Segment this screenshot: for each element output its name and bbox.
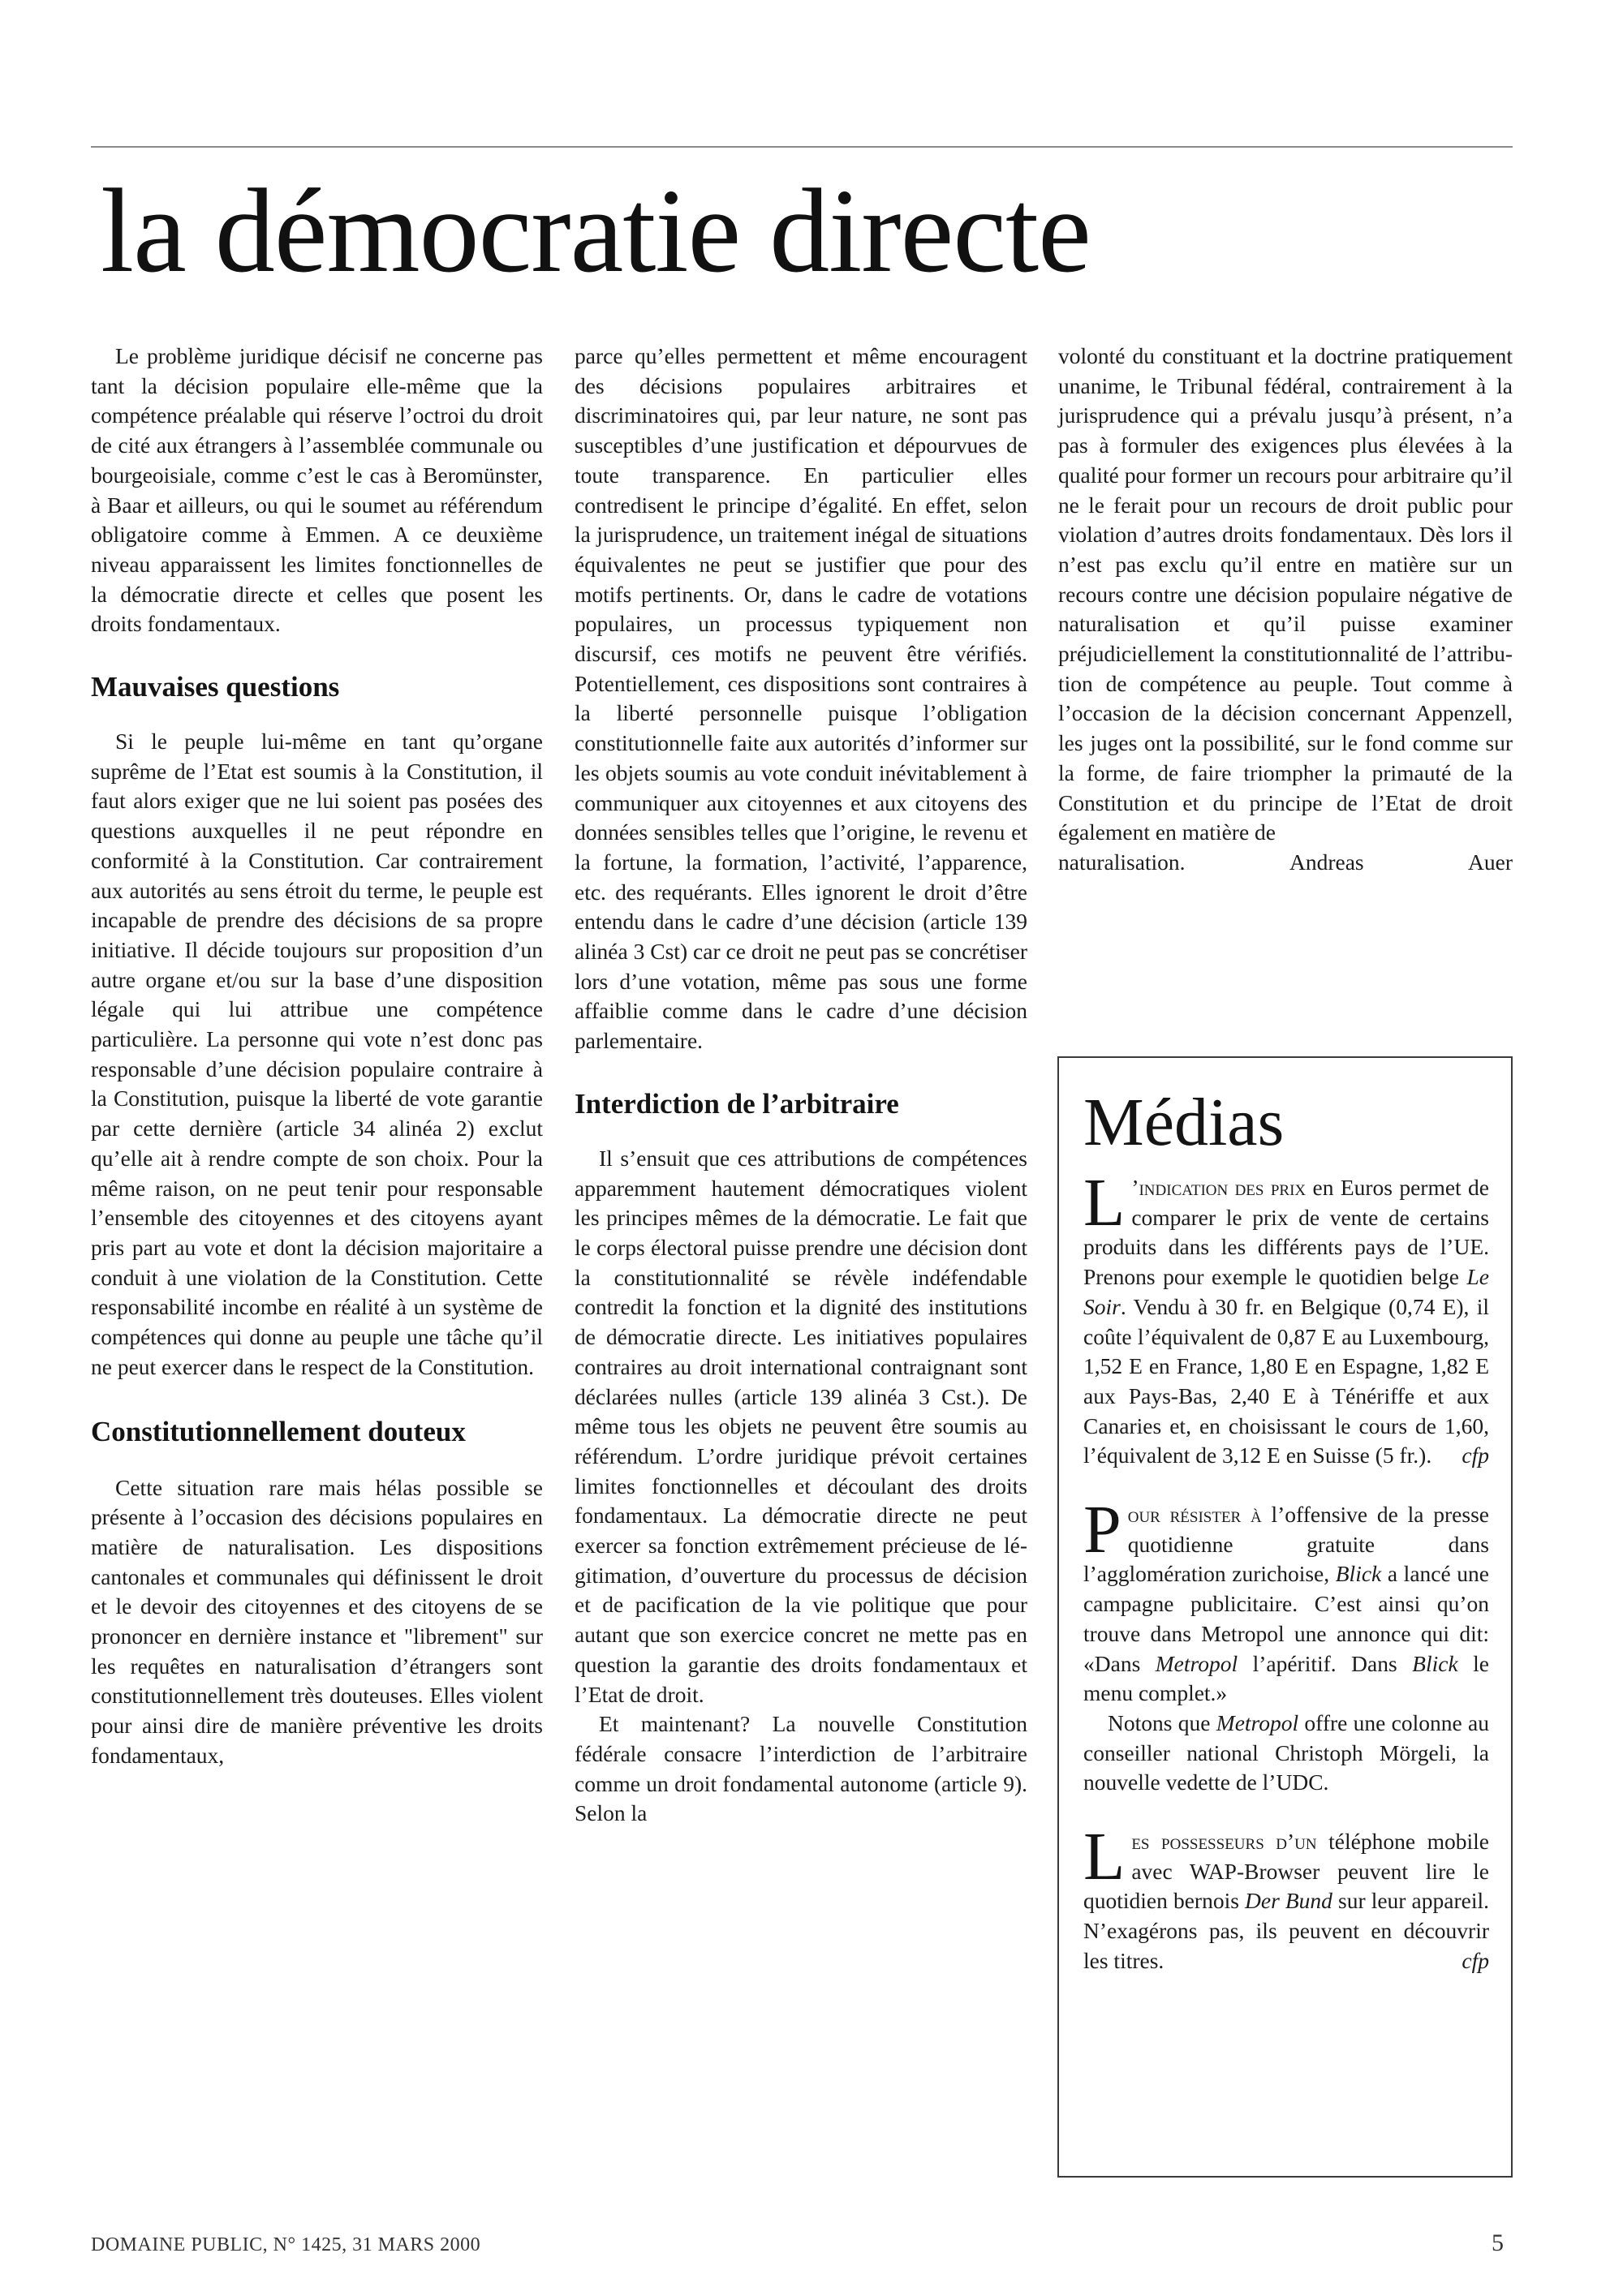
item-text: a lancé une campagne publicitaire. C’est ainsi qu’on trouve dans Metropol une annonce qui dit: «Dans [1083,1561,1489,1676]
media-item [1083,1165,1489,1471]
item-text: . Vendu à 30 fr. en Belgique (0,74 E), il coûte l’équivalent de 0,87 E au Luxembourg, 1,52 E en France, 1,80 E en Espagne, 1,82 E aux Pays-Bas, 2,40 E à Ténériffe et aux Canaries et, en choisissant le cours de 1,60, l’équivalent de 3,12 E en Suisse (5 fr.). [1083,1293,1489,1468]
publication-name: Blick [1412,1650,1458,1676]
item-text: offre une colonne au conseiller national Christoph Mörgeli, la nouvelle vedette de l’UDC. [1083,1709,1489,1795]
author-name: Andreas Auer [1289,849,1513,875]
page-number: 5 [1492,2229,1504,2256]
publication-name: Der Bund [1245,1888,1332,1914]
medias-sidebar-box [1057,1056,1513,2178]
medias-title: Médias [1083,1085,1285,1160]
lead-in: our résister à [1127,1502,1262,1528]
item-text: sur leur appareil. N’exagérons pas, ils peuvent en découvrir les titres. [1083,1888,1489,1973]
paragraph: parce qu’elles permettent et même encouragent des décisions populaires arbitraires et discriminatoires qui, par leur nature, ne sont pas susceptibles d’une justification et dépourvues de toute transparence. En particulier elles contredisent le principe d’égalité. En effet, selon la jurisprudence, un traitement inégal de situations équivalentes ne peut se justifier que pour des motifs pertinents. Or, dans le cadre de votations populaires, un processus typiquement non discursif, ces motifs ne peuvent être vérifiés. Potentiellement, ces dispositions sont contraires à la liberté personnelle puisque l’obligation constitutionnelle faite aux autorités d’informer sur les objets soumis au vote conduit inévitablement à communiquer aux citoyennes et aux citoyens des données sensibles telles que l’origine, le revenu et la fortune, la formation, l’activité, l’apparence, etc. des requérants. Elles ignorent le droit d’être entendu dans le cadre d’une décision (article 139 alinéa 3 Cst) car ce droit ne peut pas se concrétiser lors d’une votation, même pas sous une forme affaiblie comme dans le cadre d’une décision parlementaire. [575,343,1027,1054]
publication-name: Blick [1335,1561,1382,1587]
media-item [1083,1819,1489,1976]
paragraph: volonté du constituant et la doctrine pratiquement unanime, le Tribunal fédéral, contrairement à la jurisprudence qui a prévalu jusqu’à présent, n’a pas à formuler des exigences plus élevées à la qualité pour former un recours pour arbitraire qu’il ne le ferait pour un recours de droit public pour violation d’autres droits fondamentaux. Dès lors il n’est pas exclu qu’il entre en matière sur un recours contre une décision populaire négative de naturalisation et qu’il puisse examiner préjudiciellement la constitutionnalité de l’attribution de compétence au peuple. Tout comme à l’occasion de la décision concernant Appenzell, les juges ont la possibilité, sur le fond comme sur la forme, de faire triompher la primauté de la Constitution et du principe de l’Etat de droit également en matière de [1058,343,1513,845]
headline: la démocratie directe [101,165,1091,298]
item-text: en Euros permet de comparer le prix de vente de certains produits dans les différents pays de l’UE. Prenons pour exemple le quotidien belge [1083,1175,1489,1290]
publication-name: Metropol [1155,1650,1238,1676]
media-item [1083,1492,1489,1798]
paragraph: Le problème juridique décisif ne concerne pas tant la décision populaire elle-même que la compétence préalable qui réserve l’octroi du droit de cité aux étrangers à l’assemblée communale ou bourgeoisiale, comme c’est le cas à Beromünster, à Baar et ailleurs, ou qui le soumet au référendum obligatoire comme à Emmen. A ce deuxième niveau apparaissent les limites fonctionnelles de la démocratie directe et celles que posent les droits fondamentaux. [91,343,543,637]
lead-in: ’indication des prix [1131,1175,1307,1200]
article-column-2 [575,342,1027,1829]
publication-name: Metropol [1216,1709,1299,1735]
paragraph: Il s’ensuit que ces attributions de compétences apparemment hautement démocratiques violent les principes mêmes de la démocratie. Le fait que le corps électoral puisse prendre une décision dont la constitutionnalité se révèle indéfendable contredit la fonction et la dignité des institutions de démocratie directe. Les initiatives populaires contraires au droit international contraignant sont déclarées nulles (article 139 alinéa 3 Cst.). De même tous les objets ne peuvent être soumis au référendum. L’ordre juridique prévoit certaines limites fonctionnelles et découlant des droits fondamentaux. La démocratie directe ne peut exercer sa fonction extrêmement précieuse de légitimation, d’ouverture du processus de décision et de pacification de la vie politique que pour autant que son exercice concret ne mette pas en question la garantie des droits fondamentaux et l’Etat de droit. [575,1145,1027,1707]
drop-cap: L [1083,1165,1126,1240]
section-heading: Constitutionnellement douteux [91,1415,466,1447]
credit: cfp [1462,1443,1489,1468]
item-text: l’apéritif. Dans [1238,1650,1413,1676]
footer-publication: DOMAINE PUBLIC, N° 1425, 31 MARS 2000 [91,2234,481,2255]
article-column-1 [91,342,543,1771]
lead-in: es possesseurs d’un [1131,1829,1317,1855]
item-text: l’offensive de la presse quotidienne gratuite dans l’agglomération zurichoise, [1083,1502,1489,1587]
paragraph: Et maintenant? La nouvelle Constitution fédérale consacre l’interdiction de l’arbitraire comme un droit fondamental autonome (article 9). Selon la [575,1711,1027,1826]
section-heading: Mauvaises questions [91,671,340,703]
item-text: téléphone mobile avec WAP-Browser peuvent lire le quotidien bernois [1083,1829,1489,1914]
closing-word: naturalisation. [1058,849,1186,875]
section-heading: Interdiction de l’arbitraire [575,1087,899,1120]
paragraph: Si le peuple lui-même en tant qu’organe suprême de l’Etat est soumis à la Constitution, il faut alors exiger que ne lui soient pas posées des questions auxquelles il ne peut répondre en conformité à la Constitution. Car contrairement aux autorités au sens étroit du terme, le peuple est incapable de prendre des décisions de sa propre initiative. Il décide toujours sur proposition d’un autre organe et/ou sur la base d’une disposition légale qui lui attribue une compétence particulière. La personne qui vote n’est donc pas responsable d’une décision populaire contraire à la Constitution, puisque la liberté de vote garantie par cette dernière (article 34 alinéa 2) exclut qu’elle ait à rendre compte de son choix. Pour la même raison, on ne peut tenir pour responsable l’ensemble des citoyennes et des citoyens ayant pris part au vote et dont la décision majoritaire a conduit à une violation de la Constitution. Cette responsabilité incombe en réalité à un système de compétences qui donne au peuple une tâche qu’il ne peut exercer dans le respect de la Constitution. [91,729,543,1379]
signature-line [1058,848,1513,878]
top-rule [91,146,1513,148]
drop-cap: L [1083,1819,1126,1895]
article-column-3 [1058,342,1513,878]
drop-cap: P [1083,1492,1121,1568]
paragraph: Cette situation rare mais hélas possible se présente à l’occasion des décisions populaires en matière de naturalisation. Les dispositions cantonales et communales qui définissent le droit et le devoir des citoyennes et des citoyens de se prononcer en dernière instance et "librement" sur les requêtes en naturalisation d’étrangers sont constitutionnellement très douteuses. Elles violent pour ainsi dire de manière préventive les droits fondamentaux, [91,1474,543,1768]
publication-name: Le Soir [1083,1264,1489,1319]
item-text: Notons que [1108,1709,1216,1735]
medias-items [1083,1165,1489,1976]
item-text: le menu complet.» [1083,1650,1489,1706]
credit: cfp [1462,1947,1489,1973]
